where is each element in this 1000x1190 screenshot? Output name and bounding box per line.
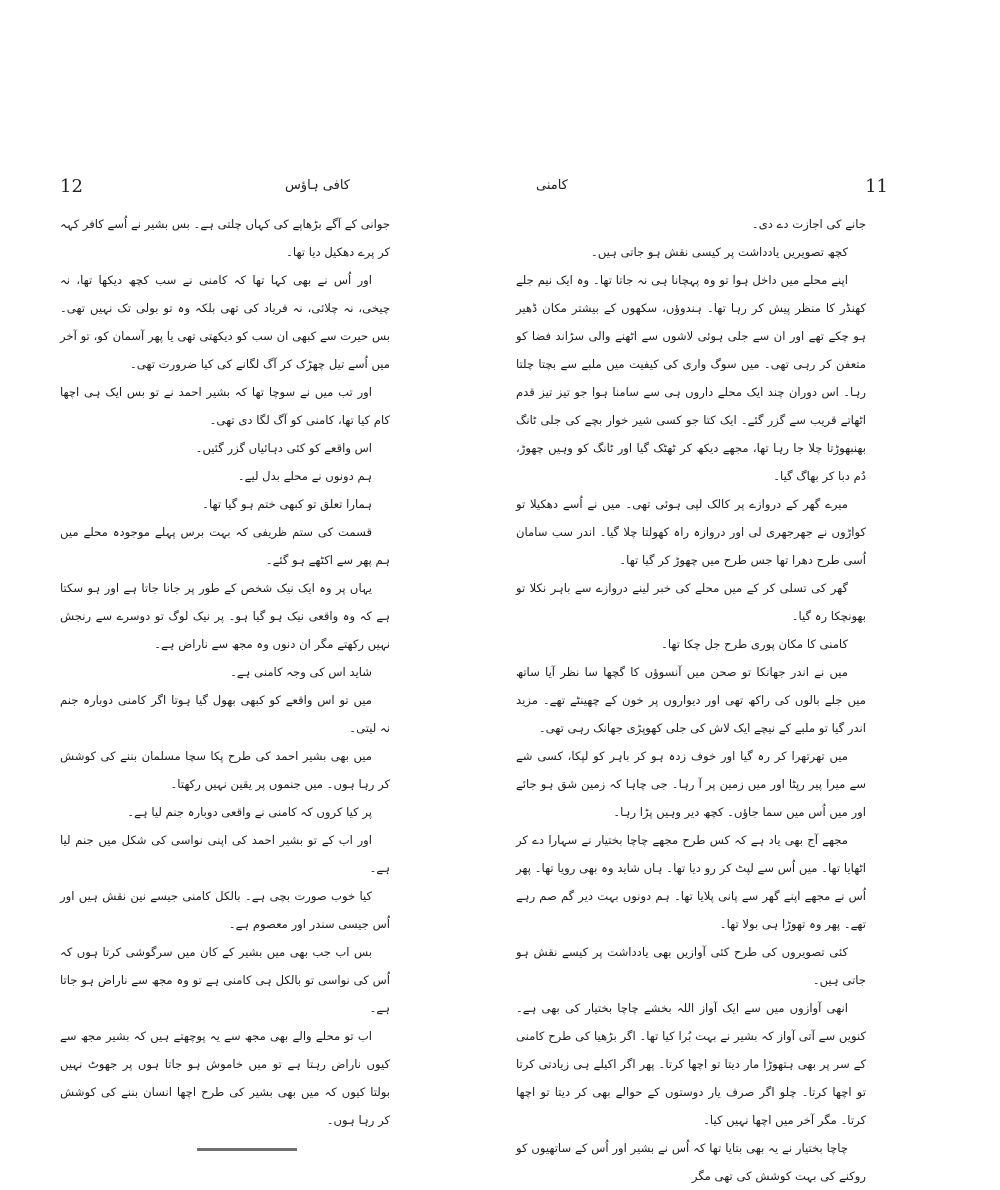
paragraph: پر کیا کروں کہ کامنی نے واقعی دوبارہ جنم لیا ہے۔: [127, 805, 372, 819]
left-page: [60, 176, 410, 1127]
page-number: 11: [865, 176, 888, 197]
paragraph: میں نے اندر جھانکا تو صحن میں آنسوؤں کا گچھا سا نظر آیا ساتھ میں جلے بالوں کی راکھ تھی اور دیواروں پر خون کے چھینٹے تھے۔ مزید اندر گیا تو ملبے کے نیچے ایک لاش کی جلی کھوپڑی جھانک رہی تھی۔: [516, 665, 866, 735]
paragraph: قسمت کی ستم ظریفی کہ بہت برس پہلے موجودہ محلے میں ہم پھر سے اکٹھے ہو گئے۔: [60, 525, 390, 567]
paragraph: مجھے آج بھی یاد ہے کہ کس طرح مجھے چاچا بختیار نے سہارا دے کر اٹھایا تھا۔ میں اُس سے لپٹ کر رو دیا تھا۔ ہاں شاید وہ بھی رویا تھا۔ پھر اُس نے مجھے اپنے گھر سے پانی پلایا تھا۔ ہم دونوں بہت دیر گم صم رہے تھے۔ پھر وہ تھوڑا ہی بولا تھا۔: [516, 833, 866, 931]
paragraph: اور اب کے تو بشیر احمد کی اپنی نواسی کی شکل میں جنم لیا ہے۔: [60, 833, 390, 875]
paragraph: شاید اس کی وجہ کامنی ہے۔: [230, 665, 372, 679]
paragraph: اس واقعے کو کئی دہائیاں گزر گئیں۔: [195, 441, 372, 455]
paragraph: چاچا بختیار نے یہ بھی بتایا تھا کہ اُس نے بشیر اور اُس کے ساتھیوں کو روکنے کی بہت کوشش کی تھی مگر: [516, 1141, 866, 1183]
right-page-header: [516, 176, 888, 204]
paragraph: گھر کی تسلی کر کے میں محلے کی خبر لینے دروازے سے باہر نکلا تو بھونچکا رہ گیا۔: [516, 581, 866, 623]
page-number: 12: [60, 176, 83, 197]
paragraph: اب تو محلے والے بھی مجھ سے یہ پوچھتے ہیں کہ بشیر مجھ سے کیوں ناراض رہتا ہے تو میں خاموش ہو جاتا ہوں پر جھوٹ نہیں بولتا کیوں کہ میں بھی بشیر کی طرح اچھا انسان بننے کی کوشش کر رہا ہوں۔: [60, 1029, 390, 1127]
paragraph: اور اُس نے بھی کہا تھا کہ کامنی نے سب کچھ دیکھا تھا، نہ چیخی، نہ چلائی، نہ فریاد کی تھی بلکہ وہ تو بولی تک نہیں تھی۔ بس حیرت سے کبھی ان سب کو دیکھتی تھی یا پھر آسمان کو، تو آخر میں اُسے تیل چھڑک کر آگ لگانے کی کیا ضرورت تھی۔: [60, 273, 390, 371]
paragraph: اور تب میں نے سوچا تھا کہ بشیر احمد نے تو بس ایک ہی اچھا کام کیا تھا، کامنی کو آگ لگا دی تھی۔: [60, 385, 390, 427]
paragraph: جانے کی اجازت دے دی۔: [751, 217, 866, 231]
paragraph: ہمارا تعلق تو کبھی ختم ہو گیا تھا۔: [202, 497, 372, 511]
paragraph: میں تھرتھرا کر رہ گیا اور خوف زدہ ہو کر باہر کو لپکا، کسی شے سے میرا پیر رپٹا اور میں زمین پر آ رہا۔ جی چاہا کہ زمین شق ہو جائے اور میں اُس میں سما جاؤں۔ کچھ دیر وہیں پڑا رہا۔: [516, 749, 866, 819]
paragraph: ہم دونوں نے محلے بدل لیے۔: [237, 469, 372, 483]
right-page: [516, 176, 888, 1183]
paragraph: انھی آوازوں میں سے ایک آواز اللہ بخشے چاچا بختیار کی بھی ہے۔ کنویں سے آتی آواز کہ بشیر نے بہت بُرا کیا تھا۔ اگر بڑھیا کی طرح کامنی کے سر پر بھی ہتھوڑا مار دیتا تو اچھا کرتا۔ پھر اگر اکیلے ہی زیادتی کرتا تو اچھا کرتا۔ چلو اگر صرف یار دوستوں کے حوالے بھی کر دیتا تو اچھا کرتا۔ مگر آخر میں اچھا نہیں کیا۔: [516, 1001, 866, 1127]
running-head: کافی ہاؤس: [284, 178, 350, 193]
left-page-header: [60, 176, 410, 204]
paragraph: میں تو اس واقعے کو کبھی بھول گیا ہوتا اگر کامنی دوبارہ جنم نہ لیتی۔: [60, 693, 390, 735]
paragraph: کیا خوب صورت بچی ہے۔ بالکل کامنی جیسے نین نقش ہیں اور اُس جیسی سندر اور معصوم ہے۔: [60, 889, 390, 931]
paragraph: جوانی کے آگے بڑھاپے کی کہاں چلتی ہے۔ بس بشیر نے اُسے کافر کہہ کر پرے دھکیل دیا تھا۔: [60, 217, 390, 259]
paragraph: اپنے محلے میں داخل ہوا تو وہ پہچانا ہی نہ جاتا تھا۔ وہ ایک نیم جلے کھنڈر کا منظر پیش کر رہا تھا۔ ہندوؤں، سکھوں کے بیشتر مکان ڈھیر ہو چکے تھے اور ان سے جلی ہوئی لاشوں سے اٹھنے والی سڑاند فضا کو متعفن کر رہی تھی۔ میں سوگ واری کی کیفیت میں ملبے سے بچتا چلتا رہا۔ اس دوران چند ایک محلے داروں ہی سے سامنا ہوا جو تیز تیز قدم اٹھاتے قریب سے گزر گئے۔ ایک کتا جو کسی شیر خوار بچے کی جلی ٹانگ بھنبھوڑتا چلا جا رہا تھا، مجھے دیکھ کر ٹھٹک گیا اور ٹانگ کو وہیں چھوڑ، دُم دبا کر بھاگ گیا۔: [516, 273, 866, 483]
left-page-body: [60, 210, 390, 1134]
paragraph: میرے گھر کے دروازے پر کالک لپی ہوئی تھی۔ میں نے اُسے دھکیلا تو کواڑوں نے جھرجھری لی اور دروازہ راہ کھولتا چلا گیا۔ اندر سب سامان اُسی طرح دھرا تھا جس طرح میں چھوڑ کر گیا تھا۔: [516, 497, 866, 567]
paragraph: میں بھی بشیر احمد کی طرح پکا سچا مسلمان بننے کی کوشش کر رہا ہوں۔ میں جنموں پر یقین نہیں رکھتا۔: [60, 749, 390, 791]
paragraph: یہاں پر وہ ایک نیک شخص کے طور پر جانا جاتا ہے اور ہو سکتا ہے کہ وہ واقعی نیک ہو گیا ہو۔ پر نیک لوگ تو دوسرے سے رنجش نہیں رکھتے مگر ان دنوں وہ مجھ سے ناراض ہے۔: [60, 581, 390, 651]
paragraph: کچھ تصویریں یادداشت پر کیسی نقش ہو جاتی ہیں۔: [591, 245, 848, 259]
section-end-rule: [197, 1148, 297, 1151]
paragraph: کامنی کا مکان پوری طرح جل چکا تھا۔: [661, 637, 848, 651]
right-page-body: [516, 210, 866, 1190]
paragraph: کئی تصویروں کی طرح کئی آوازیں بھی یادداشت پر کیسے نقش ہو جاتی ہیں۔: [516, 945, 866, 987]
paragraph: بس اب جب بھی میں بشیر کے کان میں سرگوشی کرتا ہوں کہ اُس کی نواسی تو بالکل ہی کامنی ہے تو وہ مجھ سے ناراض ہو جاتا ہے۔: [60, 945, 390, 1015]
running-head: کامنی: [536, 178, 568, 193]
